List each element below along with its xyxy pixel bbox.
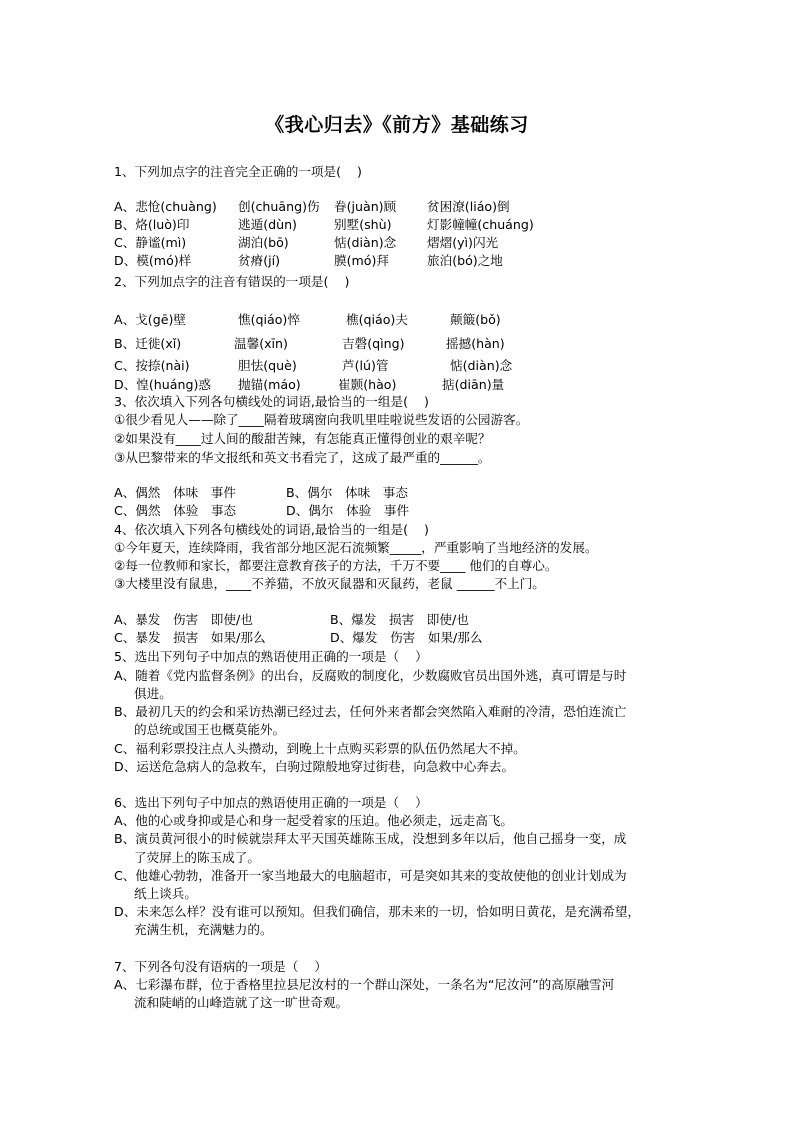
q3-sentence-2: ②如果没有____过人间的酸甜苦辣，有怎能真正懂得创业的艰辛呢？ [114,431,491,446]
q6-option-b-cont: 了荧屏上的陈玉成了。 [134,850,260,865]
q5-option-a: A、随着《党内监督条例》的出台，反腐败的制度化，少数腐败官员出国外逃，真可谓是与时 [114,668,627,683]
q2-stem: 2、下列加点字的注音有错误的一项是( ) [114,274,350,289]
q3-sentence-1: ①很少看见人——除了____隔着玻璃窗向我叽里哇啦说些发语的公园游客。 [114,412,529,427]
q6-option-a: A、他的心或身抑或是心和身一起受着家的压迫。他必须走，远走高飞。 [114,813,514,828]
q1-option-d: D、模(mó)样 贫瘠(jí) 膜(mó)拜 旅泊(bó)之地 [114,253,503,268]
q2-option-a: A、戈(gē)壁 憔(qiáo)悴 樵(qiáo)夫 颠簸(bǒ) [114,312,501,327]
page-title: 《我心归去》《前方》基础练习 [265,114,529,136]
q5-option-b-cont: 的总统或国王也概莫能外。 [134,722,286,737]
q3-sentence-3: ③从巴黎带来的华文报纸和英文书看完了，这成了最严重的______。 [114,450,491,465]
q2-option-d: D、惶(huáng)惑 抛锚(máo) 崔颢(hào) 掂(diān)量 [114,377,505,392]
q5-option-c: C、福利彩票投注点人头攒动，到晚上十点购买彩票的队伍仍然尾大不掉。 [114,741,526,756]
q7-stem: 7、下列各句没有语病的一项是（ ） [114,959,327,974]
q4-sentence-3: ③大楼里没有鼠患，____不养猫，不放灭鼠器和灭鼠药，老鼠 ______不上门。 [114,576,545,591]
q5-stem: 5、选出下列句子中加点的熟语使用正确的一项是（ ） [114,649,428,664]
q7-option-a-cont: 流和陡峭的山峰造就了这一旷世奇观。 [134,995,349,1010]
q2-option-b: B、迁徙(xǐ) 温馨(xīn) 吉磬(qìng) 摇撼(hàn) [114,336,505,351]
q3-options-ab: A、偶然 体味 事件 B、偶尔 体味 事态 [114,485,408,500]
q4-stem: 4、依次填入下列各句横线处的词语,最恰当的一组是( ) [114,522,429,537]
q4-sentence-1: ①今年夏天，连续降雨，我省部分地区泥石流频繁_____，严重影响了当地经济的发展。 [114,540,598,555]
q6-option-b: B、演员黄河很小的时候就崇拜太平天国英雄陈玉成，没想到多年以后，他自己摇身一变，成 [114,831,627,846]
q4-sentence-2: ②每一位教师和家长，都要注意教育孩子的方法，千万不要____ 他们的自尊心。 [114,558,558,573]
q4-options-cd: C、暴发 损害 如果/那么 D、爆发 伤害 如果/那么 [114,630,483,645]
q6-option-d: D、未来怎么样？没有谁可以预知。但我们确信，那未来的一切，恰如明日黄花，是充满希望， [114,904,641,919]
q7-option-a: A、七彩瀑布群，位于香格里拉县尼汝村的一个群山深处，一条名为“尼汝河”的高原融雪河 [114,977,615,992]
q2-option-c: C、按捺(nài) 胆怯(què) 芦(lú)管 惦(diàn)念 [114,358,513,373]
q5-option-b: B、最初几天的约会和采访热潮已经过去，任何外来者都会突然陷入难耐的冷清，恐怕连流亡 [114,704,627,719]
q3-options-cd: C、偶然 体验 事态 D、偶尔 体验 事件 [114,503,410,518]
q1-stem: 1、下列加点字的注音完全正确的一项是( ) [114,164,362,179]
q5-option-d: D、运送危急病人的急救车，白驹过隙般地穿过街巷，向急救中心奔去。 [114,759,515,774]
q6-option-d-cont: 充满生机，充满魅力的。 [134,922,273,937]
q1-option-c: C、静谧(mì) 湖泊(bō) 惦(diàn)念 熠熠(yì)闪光 [114,235,499,250]
q3-stem: 3、依次填入下列各句横线处的词语,最恰当的一组是( ) [114,394,429,409]
q5-option-a-cont: 俱进。 [134,686,172,701]
q6-stem: 6、选出下列句子中加点的熟语使用正确的一项是（ ） [114,795,428,810]
q1-option-a: A、悲怆(chuàng) 创(chuāng)伤 眷(juàn)顾 贫困潦(liáo)倒 [114,199,510,214]
q6-option-c-cont: 纸上谈兵。 [134,886,197,901]
q1-option-b: B、烙(luò)印 逃遁(dùn) 别墅(shù) 灯影幢幢(chuáng) [114,217,534,232]
q6-option-c: C、他雄心勃勃，准备开一家当地最大的电脑超市，可是突如其来的变故使他的创业计划成为 [114,868,627,883]
q4-options-ab: A、暴发 伤害 即使/也 B、爆发 损害 即使/也 [114,612,469,627]
